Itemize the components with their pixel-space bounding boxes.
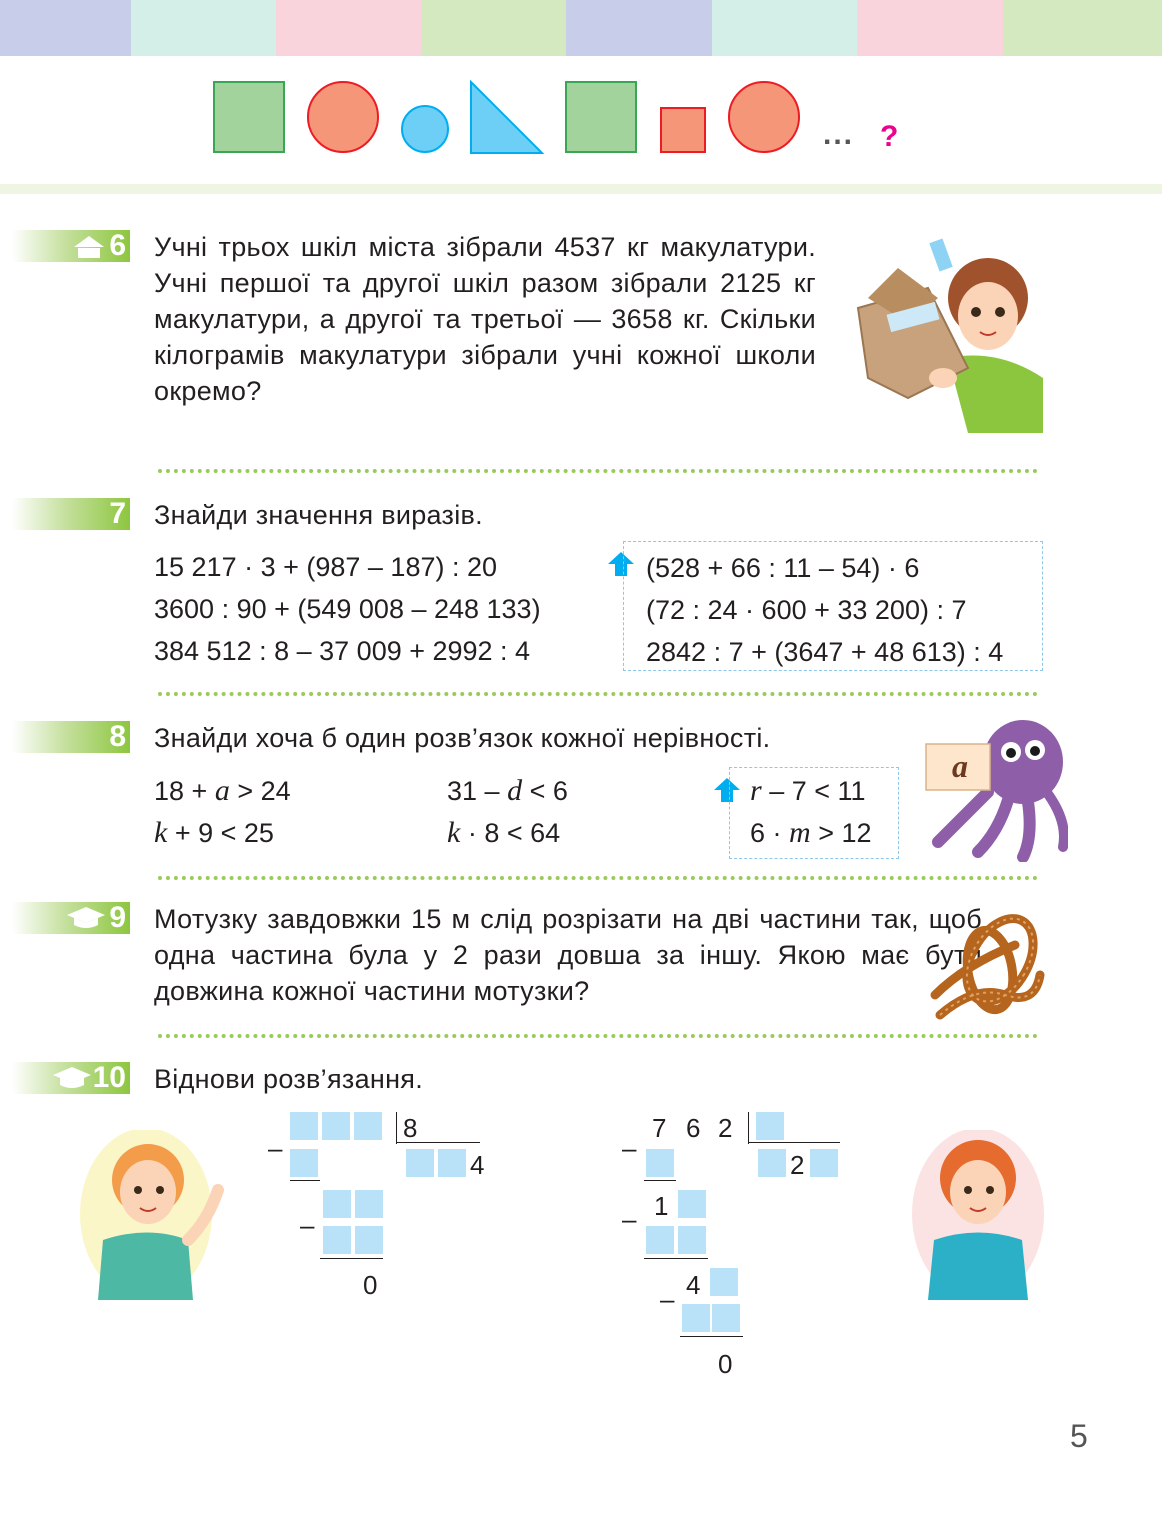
strip-3 [276,0,421,56]
advanced-expressions-frame [623,541,1043,671]
subtraction-line [644,1258,708,1259]
rope-illustration [925,905,1050,1035]
quotient-digit: 2 [790,1150,805,1180]
green-square-shape [565,81,637,153]
task-badge-6 [12,230,130,262]
blue-circle-shape [401,105,449,153]
task8-title: Знайди хоча б один розв’язок кожної нерівності. [154,723,771,753]
missing-digit-cell[interactable] [646,1226,674,1254]
task6-text: Учні трьох шкіл міста зібрали 4537 кг макулатури. Учні першої та другої шкіл разом зібрали 2125 кг макулатури, а другої та третьої — 3658 кг. Скільки кілограмів макулатури зібрали учні кожної школи окремо? [154,232,816,406]
missing-digit-cell[interactable] [678,1190,706,1218]
missing-digit-cell[interactable] [646,1149,674,1177]
strip-1 [0,0,131,56]
missing-digit-cell[interactable] [710,1268,738,1296]
task-badge-10 [12,1062,130,1094]
red-square-shape [660,107,706,153]
graduation-cap-icon [66,906,106,930]
missing-digit-cell[interactable] [712,1304,740,1332]
card-letter: a [952,748,968,784]
expression: 2842 : 7 + (3647 + 48 613) : 4 [646,637,1004,667]
missing-digit-cell[interactable] [355,1226,383,1254]
task-badge-7 [12,498,130,530]
strip-5 [566,0,712,56]
ellipsis: ... [823,118,855,151]
missing-digit-cell[interactable] [756,1112,784,1140]
missing-digit-cell[interactable] [810,1149,838,1177]
green-square-shape [213,81,285,153]
task-badge-8 [12,721,130,753]
task-number: 7 [109,497,126,530]
step-digit: 4 [686,1270,701,1300]
missing-digit-cell[interactable] [323,1226,351,1254]
graduation-cap-icon [52,1066,92,1090]
subtraction-line [290,1180,320,1181]
minus-sign: – [268,1133,283,1163]
strip-6 [712,0,857,56]
task7-title: Знайди значення виразів. [154,500,483,530]
boy-illustration [78,1130,238,1310]
expression: (72 : 24 · 600 + 33 200) : 7 [646,595,967,625]
divisor: 8 [403,1113,418,1143]
dividend-digit: 7 [652,1113,667,1143]
task-number: 6 [109,229,126,262]
strip-2 [131,0,276,56]
octopus-illustration [918,712,1068,862]
strip-7 [857,0,1003,56]
remainder: 0 [363,1270,378,1300]
inequality: 6 · m > 12 [750,816,872,849]
expression: (528 + 66 : 11 – 54) · 6 [646,553,920,583]
inequality: 18 + a > 24 [154,774,291,807]
dotted-separator [158,876,1038,880]
header-divider [0,184,1162,194]
division-bar [748,1112,749,1144]
dividend-digit: 6 [686,1113,701,1143]
dividend-digit: 2 [718,1113,733,1143]
expression: 15 217 · 3 + (987 – 187) : 20 [154,552,497,582]
division-bar [396,1112,397,1144]
dotted-separator [158,469,1038,473]
task-number: 9 [109,901,126,934]
red-circle-shape [728,81,800,153]
divisor-line [748,1142,840,1143]
question-mark: ? [880,120,899,153]
task-badge-9 [12,902,130,934]
missing-digit-cell[interactable] [355,1190,383,1218]
missing-digit-cell[interactable] [678,1226,706,1254]
missing-digit-cell[interactable] [290,1112,318,1140]
expression: 384 512 : 8 – 37 009 + 2992 : 4 [154,636,531,666]
dotted-separator [158,1034,1038,1038]
missing-digit-cell[interactable] [322,1112,350,1140]
inequality: k · 8 < 64 [447,816,561,849]
minus-sign: – [660,1284,675,1314]
minus-sign: – [622,1204,637,1234]
inequality: r – 7 < 11 [750,774,866,807]
task9-text: Мотузку завдовжки 15 м слід розрізати на дві частини так, щоб одна частина була у 2 рази довша за іншу. Якою має бути довжина кожної частини мотузки? [154,904,982,1006]
task-number: 8 [109,720,126,753]
step-digit: 1 [654,1191,669,1221]
missing-digit-cell[interactable] [354,1112,382,1140]
dotted-separator [158,692,1038,696]
home-icon [72,235,106,259]
girl-illustration [910,1130,1050,1310]
missing-digit-cell[interactable] [406,1149,434,1177]
inequality: 31 – d < 6 [447,774,568,807]
remainder: 0 [718,1349,733,1379]
subtraction-line [644,1180,676,1181]
page-number: 5 [1070,1418,1088,1454]
strip-8 [1003,0,1162,56]
boy-with-box-illustration [848,228,1048,438]
missing-digit-cell[interactable] [290,1149,318,1177]
strip-4 [421,0,566,56]
subtraction-line [680,1336,743,1337]
red-circle-shape [307,81,379,153]
missing-digit-cell[interactable] [323,1190,351,1218]
missing-digit-cell[interactable] [682,1304,710,1332]
blue-triangle-shape [469,80,545,156]
minus-sign: – [622,1133,637,1163]
advanced-inequalities-frame [729,767,899,859]
task10-title: Віднови розв’язання. [154,1064,424,1094]
missing-digit-cell[interactable] [758,1149,786,1177]
inequality: k + 9 < 25 [154,816,274,849]
expression: 3600 : 90 + (549 008 – 248 133) [154,594,541,624]
task-number: 10 [92,1061,126,1094]
subtraction-line [320,1258,383,1259]
quotient-digit: 4 [470,1150,485,1180]
divisor-line [396,1142,480,1143]
minus-sign: – [300,1210,315,1240]
missing-digit-cell[interactable] [438,1149,466,1177]
